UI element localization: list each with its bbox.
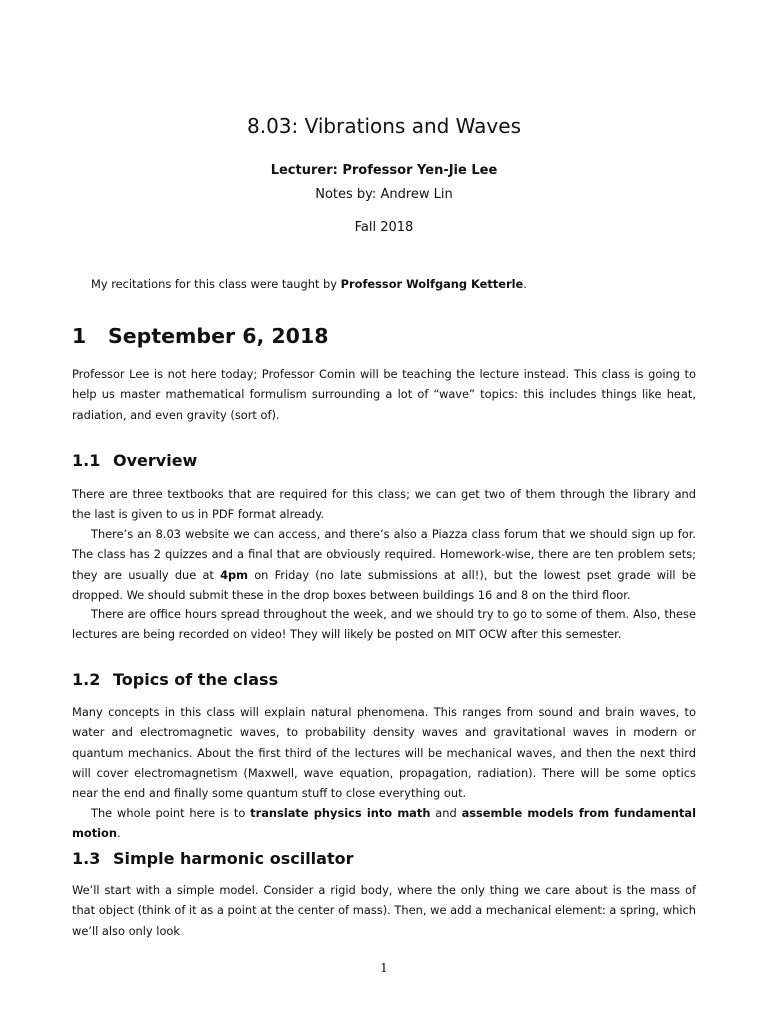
document-page: [72, 0, 696, 1024]
emphasis-assemble: assemble models from fundamental motion: [72, 806, 697, 841]
section-1-intro-paragraph: Professor Lee is not here today; Professor Comin will be teaching the lecture instead. This class is going to help us master mathematical formulism surrounding a lot of “wave” topics: this includes things like heat, radiation, and even gravity (sort of).: [72, 367, 696, 422]
topics-paragraph-1: Many concepts in this class will explain natural phenomena. This ranges from sound and brain waves, to water and electromagnetic waves, to probability density waves and gravitational waves in modern or quantum mechanics. About the first third of the lectures will be mechanical waves, and then the next third will cover electromagnetism (Maxwell, wave equation, propagation, radiation). There will be some optics near the end and finally some quantum stuff to close everything out.: [72, 705, 696, 801]
page-number: 1: [380, 961, 388, 975]
notes-author-line: Notes by: Andrew Lin: [315, 187, 453, 202]
overview-p2-text-end: on Friday (no late submissions at all!), but the lowest pset grade will be dropped. We should submit these in the drop boxes between buildings 16 and 8 on the third floor.: [72, 567, 696, 602]
overview-paragraph-1: There are three textbooks that are required for this class; we can get two of them through the library and the last is given to us in PDF format already.: [72, 487, 696, 522]
sho-paragraph-1: We’ll start with a simple model. Consider a rigid body, where the only thing we care about is the mass of that object (think of it as a point at the center of mass). Then, we add a mechanical element: a spring, which we’ll also only look: [72, 883, 696, 938]
section-1-heading: [72, 322, 696, 350]
subsection-title: Simple harmonic oscillator: [113, 849, 354, 868]
subsection-number: 1.2: [72, 670, 101, 689]
subsection-1-2-heading: [72, 669, 696, 691]
subsection-number: 1.3: [72, 849, 101, 868]
subsection-1-1-heading: [72, 450, 696, 472]
subsection-1-3-heading: [72, 848, 696, 870]
section-number: 1: [72, 324, 87, 348]
lecturer-line: Lecturer: Professor Yen-Jie Lee: [270, 163, 498, 178]
subsection-title: Overview: [113, 451, 198, 470]
term-line: Fall 2018: [354, 220, 414, 235]
overview-paragraph-2: [72, 524, 696, 605]
topics-p2-and: and: [430, 806, 462, 820]
recitation-note: [91, 274, 696, 294]
recitation-end: .: [523, 277, 527, 291]
recitation-professor: Professor Wolfgang Ketterle: [340, 277, 524, 291]
topics-paragraph-2: [72, 803, 696, 844]
emphasis-translate: translate physics into math: [250, 806, 431, 820]
document-title: 8.03: Vibrations and Waves: [247, 114, 521, 138]
due-time: 4pm: [220, 567, 249, 582]
recitation-text: My recitations for this class were taught by: [91, 277, 341, 291]
subsection-title: Topics of the class: [113, 670, 279, 689]
topics-p2-end: .: [116, 826, 121, 841]
overview-p2-text: There’s an 8.03 website we can access, and there’s also a Piazza class forum that we should sign up for. The class has 2 quizzes and a final that are obviously required. Homework-wise, there are ten problem sets; they are usually due at: [72, 527, 696, 582]
subsection-number: 1.1: [72, 451, 101, 470]
topics-p2-text: The whole point here is to: [91, 806, 251, 820]
overview-paragraph-3: There are office hours spread throughout the week, and we should try to go to some of them. Also, these lectures are being recorded on video! They will likely be posted on MIT OCW after this semester.: [72, 607, 696, 642]
section-title: September 6, 2018: [108, 324, 329, 348]
